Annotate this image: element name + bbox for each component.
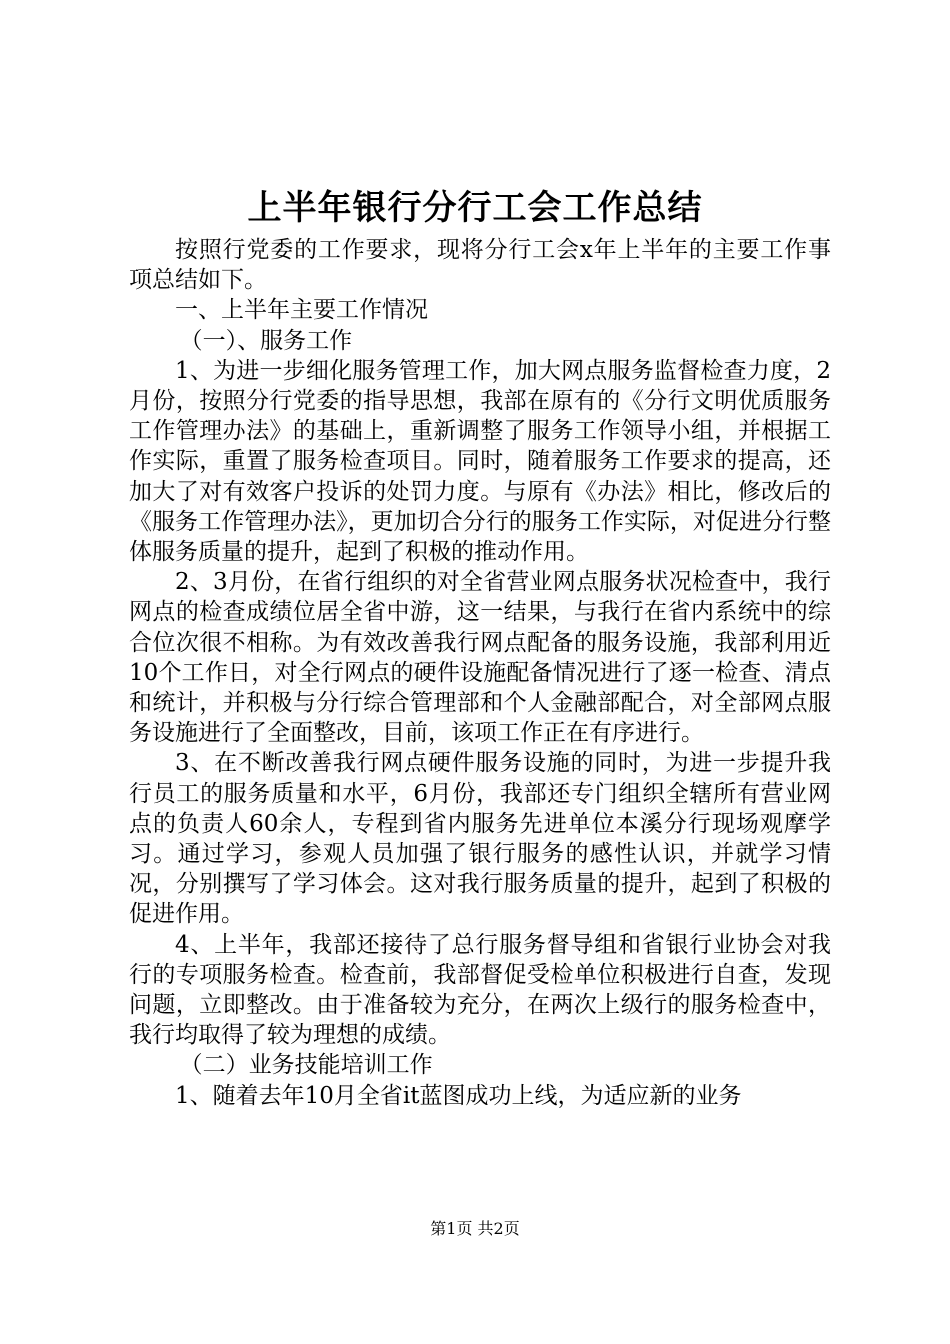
section-heading: 一、上半年主要工作情况 [175, 297, 428, 324]
paragraph: 2、3月份，在省行组织的对全省营业网点服务状况检查中，我行网点的检查成绩位居全省中游，这一结果，与我行在省内系统中的综合位次很不相称。为有效改善我行网点配备的服务设施，我部利用近10个工作日，对全行网点的硬件设施配备情况进行了逐一检查、清点和统计，并积极与分行综合管理部和个人金融部配合，对全部网点服务设施进行了全面整改，目前，该项工作正在有序进行。 [129, 569, 831, 747]
document-title: 上半年银行分行工会工作总结 [247, 188, 703, 228]
page-footer: 第1页 共2页 [430, 1219, 520, 1238]
subsection-heading: （二）业务技能培训工作 [179, 1052, 433, 1079]
subsection-heading: （一）、服务工作 [179, 327, 353, 354]
paragraph: 3、在不断改善我行网点硬件服务设施的同时，为进一步提升我行员工的服务质量和水平，6月份，我部还专门组织全辖所有营业网点的负责人60余人，专程到省内服务先进单位本溪分行现场观摩学习。通过学习，参观人员加强了银行服务的感性认识，并就学习情况，分别撰写了学习体会。这对我行服务质量的提升，起到了积极的促进作用。 [129, 750, 831, 928]
paragraph: 1、为进一步细化服务管理工作，加大网点服务监督检查力度，2月份，按照分行党委的指导思想，我部在原有的《分行文明优质服务工作管理办法》的基础上，重新调整了服务工作领导小组，并根据工作实际，重置了服务检查项目。同时，随着服务工作要求的提高，还加大了对有效客户投诉的处罚力度。与原有《办法》相比，修改后的《服务工作管理办法》，更加切合分行的服务工作实际，对促进分行整体服务质量的提升，起到了积极的推动作用。 [129, 357, 831, 566]
paragraph: 4、上半年，我部还接待了总行服务督导组和省银行业协会对我行的专项服务检查。检查前，我部督促受检单位积极进行自查，发现问题，立即整改。由于准备较为充分，在两次上级行的服务检查中，我行均取得了较为理想的成绩。 [129, 931, 831, 1049]
paragraph: 按照行党委的工作要求，现将分行工会x年上半年的主要工作事项总结如下。 [129, 237, 831, 294]
document-body [129, 235, 831, 1111]
paragraph: 1、随着去年10月全省it蓝图成功上线，为适应新的业务 [175, 1082, 742, 1109]
